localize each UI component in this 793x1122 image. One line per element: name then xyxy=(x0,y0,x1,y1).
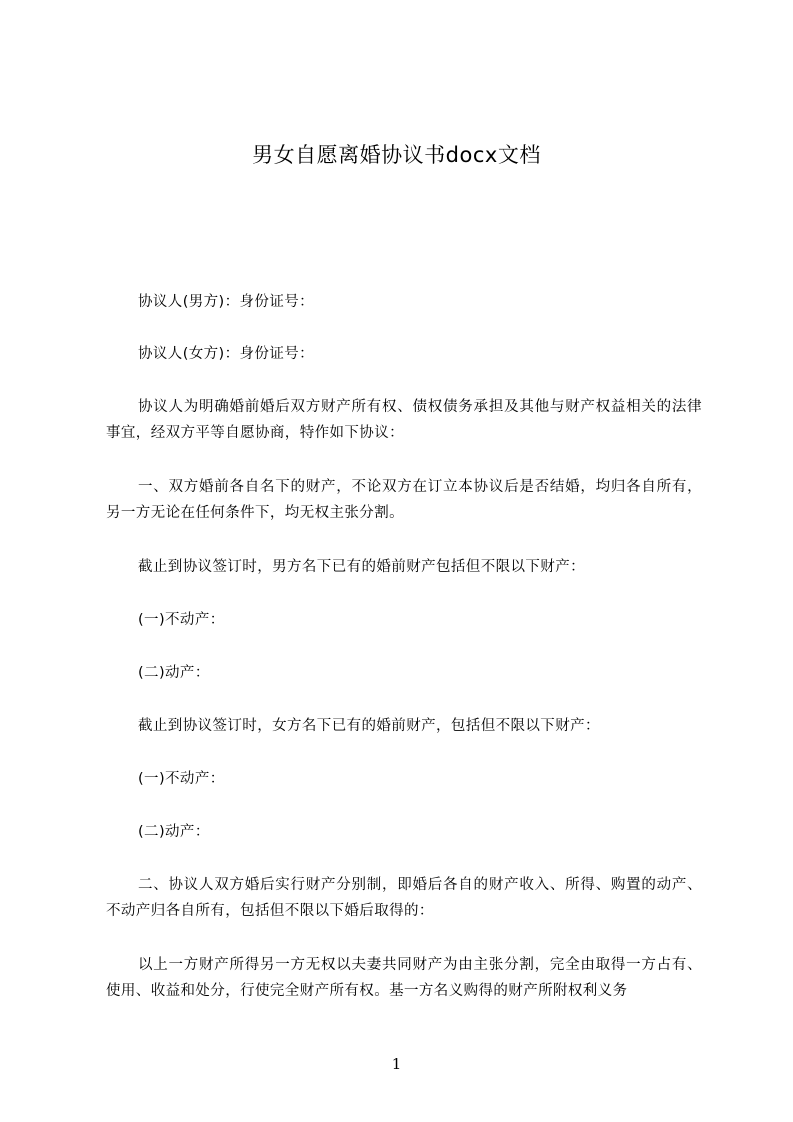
paragraph-female-party: 协议人(女方)：身份证号： xyxy=(138,346,315,362)
page-number: 1 xyxy=(391,1055,402,1073)
paragraph-clause-two: 二、协议人双方婚后实行财产分别制，即婚后各自的财产收入、所得、购置的动产、不动产归各自所有，包括但不限以下婚后取得的： xyxy=(106,877,702,919)
paragraph-female-real-estate: (一)不动产： xyxy=(138,771,225,787)
paragraph-ownership: 以上一方财产所得另一方无权以夫妻共同财产为由主张分割，完全由取得一方占有、使用、收益和处分，行使完全财产所有权。基一方名义购得的财产所附权利义务 xyxy=(106,957,702,999)
paragraph-male-movables: (二)动产： xyxy=(138,665,210,681)
paragraph-male-real-estate: (一)不动产： xyxy=(138,612,225,628)
paragraph-female-premarital: 截止到协议签订时，女方名下已有的婚前财产，包括但不限以下财产： xyxy=(138,718,600,734)
paragraph-preamble: 协议人为明确婚前婚后双方财产所有权、债权债务承担及其他与财产权益相关的法律事宜，经双方平等自愿协商，特作如下协议： xyxy=(106,399,702,441)
paragraph-male-party: 协议人(男方)：身份证号： xyxy=(138,294,315,310)
document-title: 男女自愿离婚协议书docx文档 xyxy=(252,143,541,167)
paragraph-male-premarital: 截止到协议签订时，男方名下已有的婚前财产包括但不限以下财产： xyxy=(138,559,585,575)
paragraph-female-movables: (二)动产： xyxy=(138,824,210,840)
paragraph-clause-one: 一、双方婚前各自名下的财产，不论双方在订立本协议后是否结婚，均归各自所有，另一方无论在任何条件下，均无权主张分割。 xyxy=(106,479,702,521)
